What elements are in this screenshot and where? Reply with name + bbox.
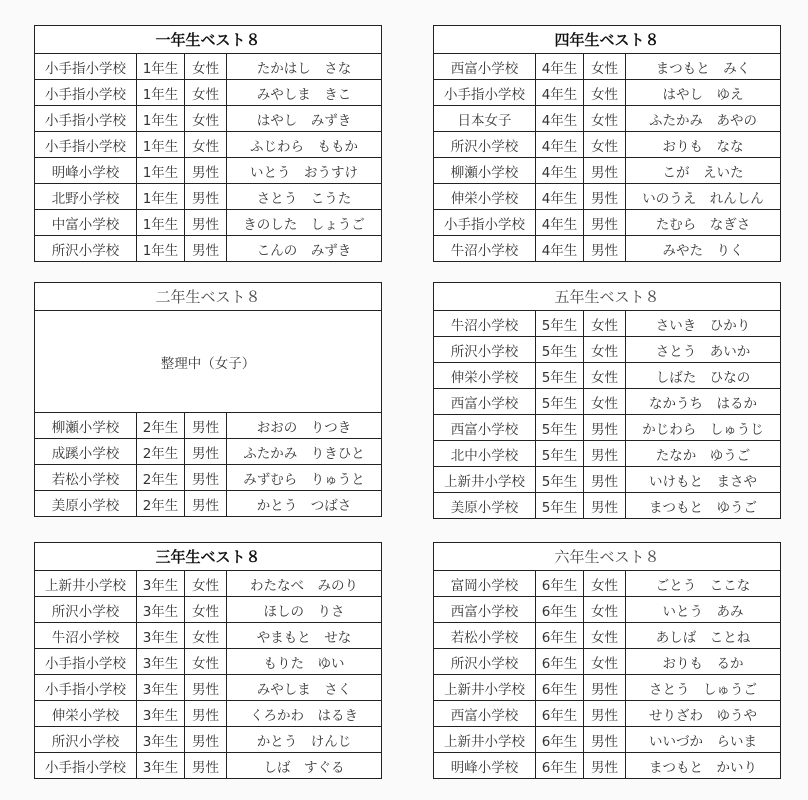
grade5-title: 五年生ベスト８: [434, 283, 781, 311]
cell-sex: 男性: [584, 415, 626, 441]
table-row: [35, 597, 382, 623]
grade2-note: 整理中（女子）: [35, 311, 382, 413]
cell-school: 小手指小学校: [35, 675, 137, 701]
cell-grade: 1年生: [137, 210, 185, 236]
cell-sex: 男性: [185, 491, 227, 517]
cell-sex: 女性: [584, 311, 626, 337]
table-row: [434, 467, 781, 493]
cell-sex: 男性: [185, 753, 227, 779]
table-row: [434, 337, 781, 363]
cell-name: なかうち はるか: [626, 389, 781, 415]
table-row: [434, 389, 781, 415]
cell-name: さいき ひかり: [626, 311, 781, 337]
cell-sex: 女性: [584, 80, 626, 106]
cell-grade: 2年生: [137, 439, 185, 465]
cell-school: 西富小学校: [434, 54, 536, 80]
table-row: [35, 675, 382, 701]
cell-name: ふじわら ももか: [227, 132, 382, 158]
cell-sex: 女性: [185, 623, 227, 649]
cell-name: おおの りつき: [227, 413, 382, 439]
cell-sex: 男性: [584, 493, 626, 519]
cell-grade: 3年生: [137, 623, 185, 649]
cell-school: 小手指小学校: [434, 80, 536, 106]
cell-grade: 6年生: [536, 623, 584, 649]
cell-grade: 1年生: [137, 132, 185, 158]
table-row: [35, 649, 382, 675]
cell-school: 明峰小学校: [35, 158, 137, 184]
grade2-table: [34, 282, 382, 517]
cell-grade: 5年生: [536, 415, 584, 441]
cell-school: 上新井小学校: [434, 727, 536, 753]
cell-sex: 女性: [185, 80, 227, 106]
cell-sex: 男性: [584, 441, 626, 467]
cell-grade: 5年生: [536, 311, 584, 337]
table-row: [434, 210, 781, 236]
cell-name: さとう しゅうご: [626, 675, 781, 701]
cell-name: たなか ゆうご: [626, 441, 781, 467]
cell-name: みやた りく: [626, 236, 781, 262]
cell-name: いとう あみ: [626, 597, 781, 623]
cell-sex: 男性: [584, 158, 626, 184]
table-row: [434, 184, 781, 210]
cell-name: いとう おうすけ: [227, 158, 382, 184]
cell-name: かとう けんじ: [227, 727, 382, 753]
table-row: [434, 493, 781, 519]
cell-school: 所沢小学校: [35, 236, 137, 262]
cell-sex: 男性: [584, 701, 626, 727]
cell-sex: 男性: [185, 439, 227, 465]
cell-grade: 3年生: [137, 675, 185, 701]
table-row: [35, 106, 382, 132]
cell-school: 小手指小学校: [35, 753, 137, 779]
cell-grade: 4年生: [536, 210, 584, 236]
cell-school: 日本女子: [434, 106, 536, 132]
cell-sex: 男性: [185, 727, 227, 753]
cell-name: わたなべ みのり: [227, 571, 382, 597]
table-row: [35, 54, 382, 80]
cell-sex: 男性: [185, 675, 227, 701]
cell-name: はやし みずき: [227, 106, 382, 132]
grade1-table: [34, 25, 382, 262]
cell-grade: 5年生: [536, 389, 584, 415]
table-row: [35, 465, 382, 491]
cell-grade: 6年生: [536, 675, 584, 701]
cell-grade: 6年生: [536, 753, 584, 779]
cell-grade: 5年生: [536, 467, 584, 493]
grade4-table: [433, 25, 781, 262]
cell-grade: 4年生: [536, 184, 584, 210]
cell-grade: 3年生: [137, 649, 185, 675]
cell-school: 上新井小学校: [35, 571, 137, 597]
cell-grade: 4年生: [536, 80, 584, 106]
cell-grade: 1年生: [137, 184, 185, 210]
cell-grade: 6年生: [536, 701, 584, 727]
cell-sex: 女性: [185, 571, 227, 597]
table-row: [434, 701, 781, 727]
cell-grade: 3年生: [137, 753, 185, 779]
cell-grade: 5年生: [536, 337, 584, 363]
table-row: [434, 236, 781, 262]
cell-sex: 女性: [584, 106, 626, 132]
cell-school: 若松小学校: [434, 623, 536, 649]
cell-name: こが えいた: [626, 158, 781, 184]
cell-sex: 男性: [584, 675, 626, 701]
cell-school: 小手指小学校: [35, 649, 137, 675]
cell-sex: 女性: [584, 337, 626, 363]
table-row: [434, 106, 781, 132]
cell-school: 所沢小学校: [35, 597, 137, 623]
grade3-table: [34, 542, 382, 779]
cell-sex: 男性: [584, 236, 626, 262]
cell-sex: 男性: [584, 467, 626, 493]
table-row: [35, 413, 382, 439]
cell-school: 所沢小学校: [434, 649, 536, 675]
cell-name: おりも るか: [626, 649, 781, 675]
cell-name: おりも なな: [626, 132, 781, 158]
cell-school: 伸栄小学校: [434, 184, 536, 210]
cell-school: 美原小学校: [35, 491, 137, 517]
cell-school: 牛沼小学校: [434, 311, 536, 337]
table-row: [434, 415, 781, 441]
cell-name: せりざわ ゆうや: [626, 701, 781, 727]
table-row: [35, 623, 382, 649]
cell-grade: 4年生: [536, 54, 584, 80]
table-row: [35, 184, 382, 210]
cell-sex: 女性: [185, 106, 227, 132]
cell-school: 北中小学校: [434, 441, 536, 467]
cell-sex: 女性: [185, 597, 227, 623]
cell-grade: 4年生: [536, 106, 584, 132]
cell-grade: 5年生: [536, 441, 584, 467]
cell-grade: 5年生: [536, 493, 584, 519]
cell-grade: 1年生: [137, 80, 185, 106]
cell-sex: 男性: [185, 413, 227, 439]
cell-school: 西富小学校: [434, 389, 536, 415]
grade5-table: [433, 282, 781, 519]
cell-name: さとう こうた: [227, 184, 382, 210]
cell-name: みずむら りゅうと: [227, 465, 382, 491]
cell-school: 所沢小学校: [434, 132, 536, 158]
cell-school: 西富小学校: [434, 701, 536, 727]
cell-sex: 男性: [584, 210, 626, 236]
cell-name: まつもと みく: [626, 54, 781, 80]
cell-school: 西富小学校: [434, 597, 536, 623]
table-row: [434, 727, 781, 753]
cell-school: 柳瀬小学校: [35, 413, 137, 439]
cell-grade: 1年生: [137, 54, 185, 80]
table-row: [35, 491, 382, 517]
cell-name: あしば ことね: [626, 623, 781, 649]
cell-school: 柳瀬小学校: [434, 158, 536, 184]
cell-name: たむら なぎさ: [626, 210, 781, 236]
cell-school: 小手指小学校: [35, 132, 137, 158]
cell-school: 所沢小学校: [434, 337, 536, 363]
table-row: [434, 363, 781, 389]
cell-grade: 2年生: [137, 491, 185, 517]
cell-grade: 1年生: [137, 236, 185, 262]
cell-name: たかはし さな: [227, 54, 382, 80]
cell-sex: 男性: [185, 158, 227, 184]
table-row: [35, 158, 382, 184]
cell-grade: 1年生: [137, 106, 185, 132]
table-row: [35, 80, 382, 106]
cell-sex: 女性: [584, 54, 626, 80]
cell-name: しば すぐる: [227, 753, 382, 779]
grade6-table: [433, 542, 781, 779]
cell-name: まつもと かいり: [626, 753, 781, 779]
table-row: [434, 597, 781, 623]
cell-name: いけもと まさや: [626, 467, 781, 493]
cell-sex: 女性: [584, 389, 626, 415]
cell-grade: 1年生: [137, 158, 185, 184]
cell-school: 小手指小学校: [35, 54, 137, 80]
table-row: [434, 753, 781, 779]
cell-name: しばた ひなの: [626, 363, 781, 389]
cell-name: まつもと ゆうご: [626, 493, 781, 519]
cell-name: さとう あいか: [626, 337, 781, 363]
table-row: [35, 571, 382, 597]
cell-grade: 3年生: [137, 701, 185, 727]
table-row: [434, 623, 781, 649]
cell-sex: 男性: [584, 753, 626, 779]
cell-grade: 3年生: [137, 597, 185, 623]
cell-school: 小手指小学校: [35, 106, 137, 132]
cell-school: 若松小学校: [35, 465, 137, 491]
table-row: [434, 571, 781, 597]
grade1-title: 一年生ベスト８: [35, 26, 382, 54]
table-row: [434, 649, 781, 675]
cell-sex: 女性: [584, 649, 626, 675]
cell-name: もりた ゆい: [227, 649, 382, 675]
cell-sex: 男性: [584, 184, 626, 210]
cell-school: 中富小学校: [35, 210, 137, 236]
cell-grade: 2年生: [137, 413, 185, 439]
cell-grade: 4年生: [536, 132, 584, 158]
cell-school: 伸栄小学校: [35, 701, 137, 727]
cell-sex: 男性: [185, 236, 227, 262]
cell-grade: 6年生: [536, 649, 584, 675]
cell-name: いいづか らいま: [626, 727, 781, 753]
cell-sex: 男性: [185, 701, 227, 727]
cell-school: 明峰小学校: [434, 753, 536, 779]
table-row: [434, 441, 781, 467]
grade6-title: 六年生ベスト８: [434, 543, 781, 571]
cell-name: こんの みずき: [227, 236, 382, 262]
cell-school: 所沢小学校: [35, 727, 137, 753]
cell-school: 上新井小学校: [434, 675, 536, 701]
cell-name: かじわら しゅうじ: [626, 415, 781, 441]
cell-name: はやし ゆえ: [626, 80, 781, 106]
cell-school: 北野小学校: [35, 184, 137, 210]
cell-school: 小手指小学校: [434, 210, 536, 236]
cell-sex: 女性: [185, 54, 227, 80]
table-row: [35, 701, 382, 727]
table-row: [35, 210, 382, 236]
cell-school: 小手指小学校: [35, 80, 137, 106]
table-row: [35, 439, 382, 465]
table-row: [434, 311, 781, 337]
cell-sex: 女性: [584, 132, 626, 158]
cell-school: 西富小学校: [434, 415, 536, 441]
cell-name: ふたかみ あやの: [626, 106, 781, 132]
table-row: [434, 54, 781, 80]
cell-school: 牛沼小学校: [434, 236, 536, 262]
cell-name: かとう つばさ: [227, 491, 382, 517]
table-row: [35, 132, 382, 158]
cell-grade: 6年生: [536, 597, 584, 623]
grade2-title: 二年生ベスト８: [35, 283, 382, 311]
cell-grade: 5年生: [536, 363, 584, 389]
cell-sex: 女性: [584, 623, 626, 649]
cell-name: くろかわ はるき: [227, 701, 382, 727]
cell-name: みやしま きこ: [227, 80, 382, 106]
cell-grade: 2年生: [137, 465, 185, 491]
cell-name: いのうえ れんしん: [626, 184, 781, 210]
cell-school: 富岡小学校: [434, 571, 536, 597]
cell-school: 上新井小学校: [434, 467, 536, 493]
cell-grade: 4年生: [536, 158, 584, 184]
cell-sex: 女性: [584, 363, 626, 389]
table-row: [434, 675, 781, 701]
cell-sex: 女性: [584, 571, 626, 597]
table-row: [434, 132, 781, 158]
cell-name: ほしの りさ: [227, 597, 382, 623]
grade3-title: 三年生ベスト８: [35, 543, 382, 571]
cell-grade: 3年生: [137, 571, 185, 597]
cell-name: ごとう ここな: [626, 571, 781, 597]
table-row: [434, 158, 781, 184]
cell-sex: 男性: [584, 727, 626, 753]
cell-name: ふたかみ りきひと: [227, 439, 382, 465]
cell-school: 伸栄小学校: [434, 363, 536, 389]
cell-grade: 6年生: [536, 727, 584, 753]
cell-name: きのした しょうご: [227, 210, 382, 236]
cell-name: みやしま さく: [227, 675, 382, 701]
cell-sex: 女性: [584, 597, 626, 623]
grade4-title: 四年生ベスト８: [434, 26, 781, 54]
cell-school: 成蹊小学校: [35, 439, 137, 465]
table-row: [35, 727, 382, 753]
cell-sex: 男性: [185, 184, 227, 210]
cell-sex: 女性: [185, 649, 227, 675]
cell-sex: 男性: [185, 210, 227, 236]
cell-name: やまもと せな: [227, 623, 382, 649]
cell-grade: 3年生: [137, 727, 185, 753]
table-row: [35, 236, 382, 262]
cell-school: 美原小学校: [434, 493, 536, 519]
cell-school: 牛沼小学校: [35, 623, 137, 649]
cell-grade: 6年生: [536, 571, 584, 597]
table-row: [35, 753, 382, 779]
cell-grade: 4年生: [536, 236, 584, 262]
cell-sex: 男性: [185, 465, 227, 491]
table-row: [434, 80, 781, 106]
cell-sex: 女性: [185, 132, 227, 158]
